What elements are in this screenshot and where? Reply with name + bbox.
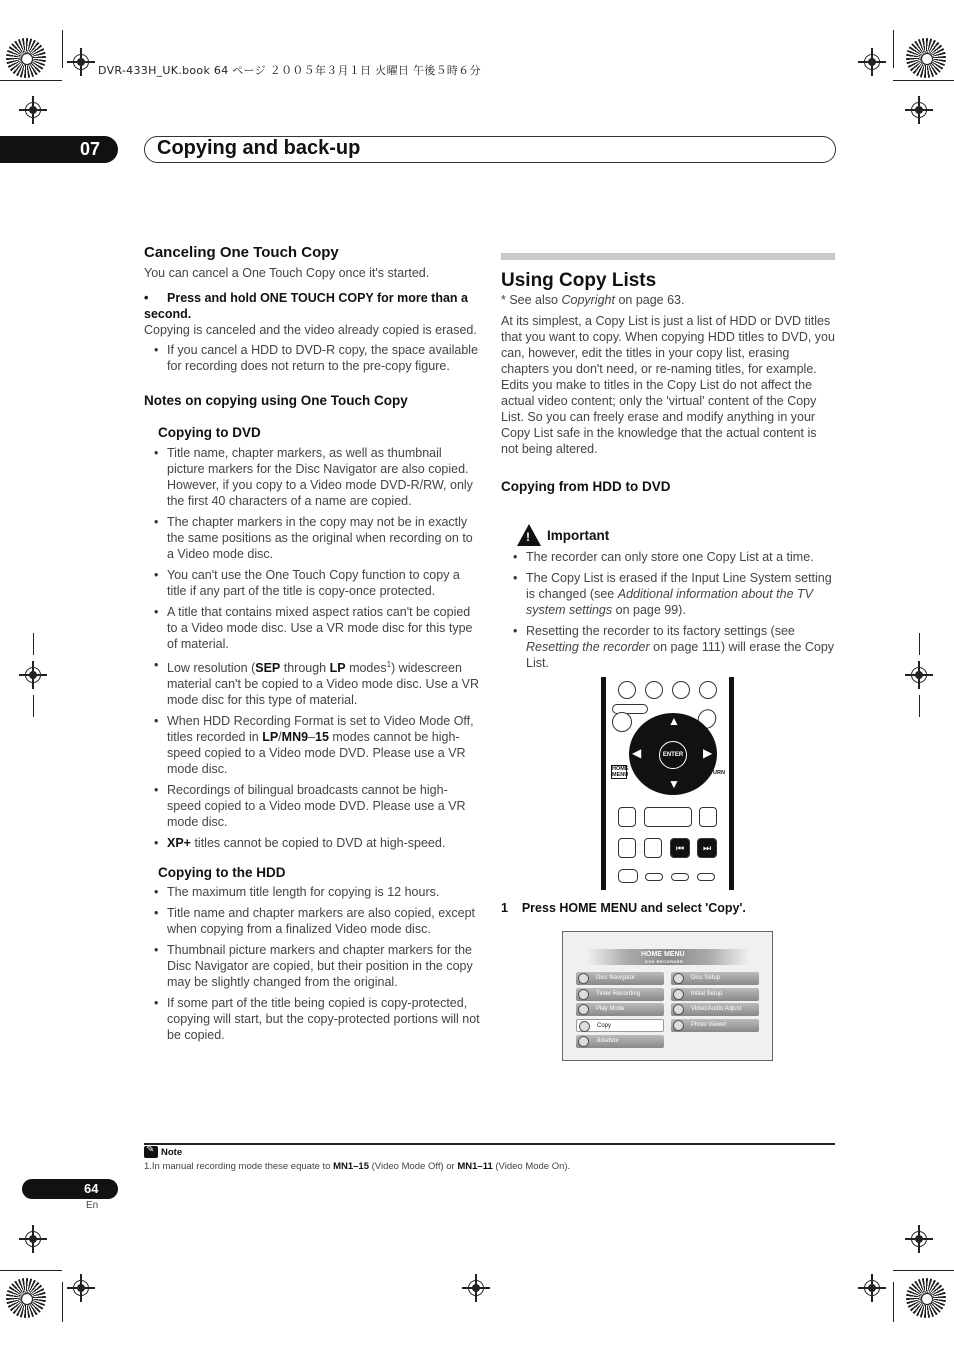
registration-mark [905,96,933,124]
registration-mark [19,661,47,689]
remote-control-illustration [601,677,734,890]
crop-line [893,80,954,81]
warning-icon: ! [517,524,541,546]
remote-round-button [645,681,663,699]
enter-button: ENTER [659,741,687,769]
crop-line [893,1270,954,1271]
step-1: 1 Press HOME MENU and select 'Copy'. [501,901,746,915]
crop-line [893,1282,894,1322]
remote-round-button [672,681,690,699]
menu-item-jukebox[interactable]: Jukebox [576,1035,664,1048]
hdd-to-dvd-heading: Copying from HDD to DVD [501,479,671,494]
cancel-result: Copying is canceled and the video already copied is erased. [144,323,477,337]
registration-mark [905,1225,933,1253]
menu-item-photo-viewer[interactable]: Photo Viewer [671,1019,759,1032]
note-label: Note [161,1146,183,1158]
page-language: En [86,1200,99,1211]
list-item: • The maximum title length for copying is 12 hours. [154,884,480,900]
cancel-step-bullet: • [144,291,149,305]
crop-line [62,30,63,68]
chapter-tab [0,136,118,163]
list-item: • If some part of the title being copied is copy-protected, copying will start, but the copy-protected portions will not be copied. [154,995,480,1043]
dvd-heading: Copying to DVD [158,425,261,440]
list-item: • If you cancel a HDD to DVD-R copy, the space available for recording does not return to the pre-copy figure. [154,342,480,374]
list-item: • The chapter markers in the copy may not be in exactly the same positions as the original when recording on to a Video mode disc. [154,514,480,562]
notes-heading: Notes on copying using One Touch Copy [144,393,408,408]
remote-round-button [618,681,636,699]
copy-list-intro: At its simplest, a Copy List is just a list of HDD or DVD titles that you want to copy. When copying HDD titles to DVD, you can, however, edit the titles in your copy list, erasing chapters you don't need, or re-naming titles, for example. Edits you make to titles in the Copy List do not affect the actual video content; only the 'virtual' content of the Copy List. So you can freely erase and modify anything in your Copy List safe in the knowledge that the actual content is not being altered. [501,314,835,456]
adjust-icon [673,1004,684,1015]
registration-rosette-bottom-right [906,1278,946,1318]
page-number-tab [22,1179,118,1199]
remote-round-button [699,681,717,699]
left-column [144,244,480,1048]
remote-small-button [618,869,638,883]
list-item: • Title name and chapter markers are also copied, except when copying from a finalized Video mode disc. [154,905,480,937]
remote-small-button [645,873,663,881]
page-number: 64 [84,1181,99,1196]
crop-line [919,695,920,717]
photo-icon [673,1020,684,1031]
crop-line [0,80,62,81]
remote-small-button [671,873,689,881]
setup-icon [673,989,684,1000]
remote-small-button [697,873,715,881]
footnote: 1.In manual recording mode these equate to MN1–15 (Video Mode Off) or MN1–11 (Video Mode On). [144,1161,571,1172]
cancel-heading: Canceling One Touch Copy [144,244,339,261]
list-item-hdd-format: • When HDD Recording Format is set to Video Mode Off, titles recorded in LP/MN9–15 modes cannot be high-speed copied to a Video mode DVD. Please use a VR mode disc. [154,713,480,777]
cancel-step-text: Press and hold ONE TOUCH COPY for more than a second. [144,291,468,321]
registration-rosette-top-right [906,38,946,78]
crop-line [33,633,34,655]
hdd-bullet-list [154,884,480,1043]
print-file-info: DVR-433H_UK.book 64 ページ ２００５年３月１日 火曜日 午後５時６分 [98,64,481,77]
important-callout [517,524,835,546]
remote-dpad [629,713,717,795]
list-item: • Thumbnail picture markers and chapter markers for the Disc Navigator are copied, but their position in the copy may be slightly changed from the original. [154,942,480,990]
remote-square-button [618,838,636,858]
disc-icon [578,973,589,984]
copy-icon [579,1021,590,1032]
skip-forward-icon: ⏭ [697,838,717,858]
list-item: • Recordings of bilingual broadcasts cannot be high-speed copied to a Video mode DVD. Please use a VR mode disc. [154,782,480,830]
remote-square-button [699,807,717,827]
remote-wide-button [644,807,692,827]
important-label: Important [547,527,610,543]
home-menu-label: HOME MENU [612,766,629,778]
arrow-right-icon: ▶ [703,746,713,760]
home-menu-screenshot [562,931,773,1061]
home-menu-subtitle: DVD RECORDER [645,959,684,964]
note-icon [144,1146,158,1158]
list-item: • You can't use the One Touch Copy function to copy a title if any part of the title is copy-once protected. [154,567,480,599]
registration-rosette-bottom-left [6,1278,46,1318]
list-item-sep: • Low resolution (SEP through LP modes$^1$) widescreen material can't be copied to a Video mode disc. Use a VR mode disc for this type of material. [154,657,480,708]
cancel-bullet-list [154,342,480,374]
registration-mark [67,48,95,76]
copy-lists-title: Using Copy Lists [501,270,657,291]
crop-line [33,695,34,717]
list-item: • The Copy List is erased if the Input Line System setting is changed (see Additional information about the TV system settings on page 99). [513,570,835,618]
crop-line [893,30,894,68]
important-bullet-list [513,549,835,671]
registration-mark [19,1225,47,1253]
return-label: RETURN [702,770,725,776]
dvd-bullet-list [154,445,480,851]
registration-rosette-top-left [6,38,46,78]
crop-line [919,633,920,655]
menu-item-disc-navigator[interactable]: Disc Navigator [576,972,664,985]
jukebox-icon [578,1036,589,1047]
registration-mark [858,48,886,76]
registration-mark [67,1274,95,1302]
timer-icon [578,989,589,1000]
crop-line [62,1282,63,1322]
chapter-number: 07 [80,139,101,159]
footer-rule [144,1143,835,1145]
list-item: • The recorder can only store one Copy List at a time. [513,549,835,565]
registration-mark [905,661,933,689]
arrow-left-icon: ◀ [632,746,642,760]
registration-mark [858,1274,886,1302]
remote-round-button [612,712,632,732]
registration-mark [462,1274,490,1302]
note-label-row [144,1146,182,1158]
menu-item-timer-recording[interactable]: Timer Recording [576,988,664,1001]
cancel-intro: You can cancel a One Touch Copy once it's started. [144,266,430,280]
chapter-title: Copying and back-up [157,137,361,159]
play-icon [578,1004,589,1015]
arrow-up-icon: ▲ [668,714,680,728]
footnote-ref: 1 [386,660,392,669]
hdd-heading: Copying to the HDD [158,865,286,881]
section-rule [501,253,835,260]
menu-item-video-audio-adjust[interactable]: Video/Audio Adjust [671,1003,759,1016]
menu-item-initial-setup[interactable]: Initial Setup [671,988,759,1001]
home-menu-title: HOME MENU [641,951,685,958]
remote-square-button [618,807,636,827]
registration-mark [19,96,47,124]
right-column [501,253,835,676]
list-item: • Resetting the recorder to its factory settings (see Resetting the recorder on page 111) will erase the Copy List. [513,623,835,671]
remote-square-button [644,838,662,858]
see-also: * See also Copyright on page 63. [501,293,685,307]
menu-item-copy[interactable]: Copy [576,1019,664,1032]
cancel-step [144,290,480,322]
skip-back-icon: ⏮ [670,838,690,858]
arrow-down-icon: ▼ [668,777,680,791]
list-item: • Title name, chapter markers, as well as thumbnail picture markers for the Disc Navigator are also copied. However, if you copy to a Video mode DVD-R/RW, only the first 40 characters of a name are copied. [154,445,480,509]
menu-item-disc-setup[interactable]: Disc Setup [671,972,759,985]
disc-setup-icon [673,973,684,984]
list-item-xp: • XP+ titles cannot be copied to DVD at high-speed. [154,835,480,851]
menu-item-play-mode[interactable]: Play Mode [576,1003,664,1016]
crop-line [0,1270,62,1271]
list-item: • A title that contains mixed aspect ratios can't be copied to a Video mode disc. Use a VR mode disc for this type of material. [154,604,480,652]
